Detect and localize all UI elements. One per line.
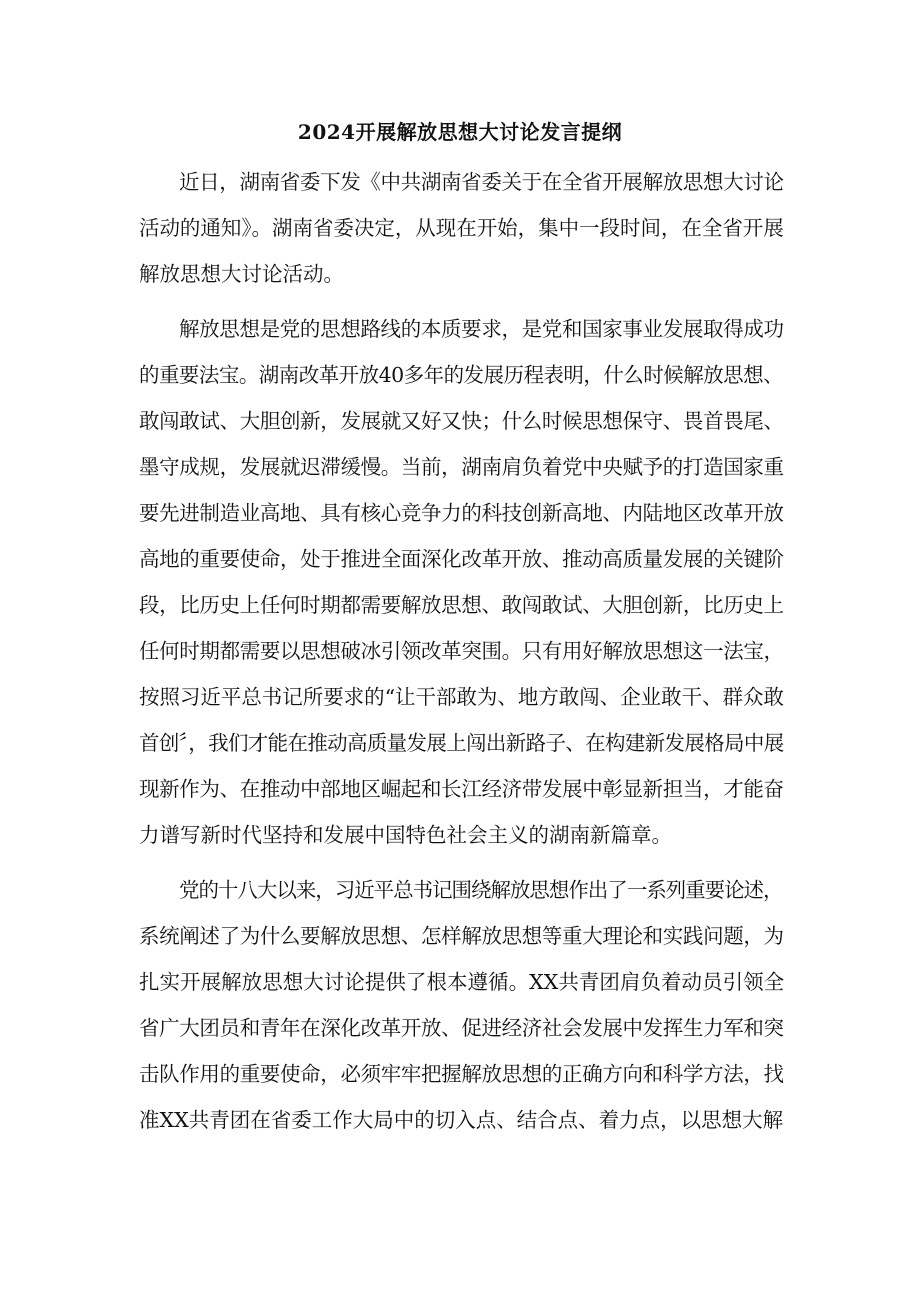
- paragraph-3-line-5: 击队作用的重要使命，必须牢牢把握解放思想的正确方向和科学方法，找: [139, 1062, 784, 1086]
- paragraph-2-line-3: 敢闯敢试、大胆创新，发展就又好又快；什么时候思想保守、畏首畏尾、: [139, 409, 784, 433]
- paragraph-2-line-6: 高地的重要使命，处于推进全面深化改革开放、推动高质量发展的关键阶: [139, 547, 784, 571]
- paragraph-1-line-1: 近日，湖南省委下发《中共湖南省委关于在全省开展解放思想大讨论: [179, 170, 784, 194]
- paragraph-3-line-1: 党的十八大以来，习近平总书记围绕解放思想作出了一系列重要论述，: [179, 878, 783, 902]
- document-title: 2024开展解放思想大讨论发言提纲: [297, 120, 623, 144]
- paragraph-2-line-10: 首创〞，我们才能在推动高质量发展上闯出新路子、在构建新发展格局中展: [139, 731, 784, 755]
- paragraph-3-line-6: 准XX共青团在省委工作大局中的切入点、结合点、着力点，以思想大解: [139, 1108, 784, 1132]
- paragraph-2-line-11: 现新作为、在推动中部地区崛起和长江经济带发展中彰显新担当，才能奋: [139, 777, 784, 801]
- paragraph-2-line-5: 要先进制造业高地、具有核心竞争力的科技创新高地、内陆地区改革开放: [139, 501, 784, 525]
- paragraph-2-line-9: 按照习近平总书记所要求的“让干部敢为、地方敢闯、企业敢干、群众敢: [139, 685, 784, 709]
- paragraph-2-line-2: 的重要法宝。湖南改革开放40多年的发展历程表明，什么时候解放思想、: [139, 363, 784, 387]
- paragraph-2-line-1: 解放思想是党的思想路线的本质要求，是党和国家事业发展取得成功: [179, 317, 784, 341]
- paragraph-2-line-12: 力谱写新时代坚持和发展中国特色社会主义的湖南新篇章。: [139, 823, 672, 847]
- paragraph-3-line-4: 省广大团员和青年在深化改革开放、促进经济社会发展中发挥生力军和突: [139, 1016, 784, 1040]
- paragraph-2-line-4: 墨守成规，发展就迟滞缓慢。当前，湖南肩负着党中央赋予的打造国家重: [139, 455, 784, 479]
- paragraph-1-line-2: 活动的通知》。湖南省委决定，从现在开始，集中一段时间，在全省开展: [139, 216, 784, 240]
- paragraph-2-line-7: 段，比历史上任何时期都需要解放思想、敢闯敢试、大胆创新，比历史上: [139, 593, 784, 617]
- paragraph-3-line-2: 系统阐述了为什么要解放思想、怎样解放思想等重大理论和实践问题，为: [139, 924, 784, 948]
- paragraph-3-line-3: 扎实开展解放思想大讨论提供了根本遵循。XX共青团肩负着动员引领全: [139, 970, 785, 994]
- paragraph-2-line-8: 任何时期都需要以思想破冰引领改革突围。只有用好解放思想这一法宝，: [139, 639, 784, 663]
- paragraph-1-line-3: 解放思想大讨论活动。: [139, 262, 344, 286]
